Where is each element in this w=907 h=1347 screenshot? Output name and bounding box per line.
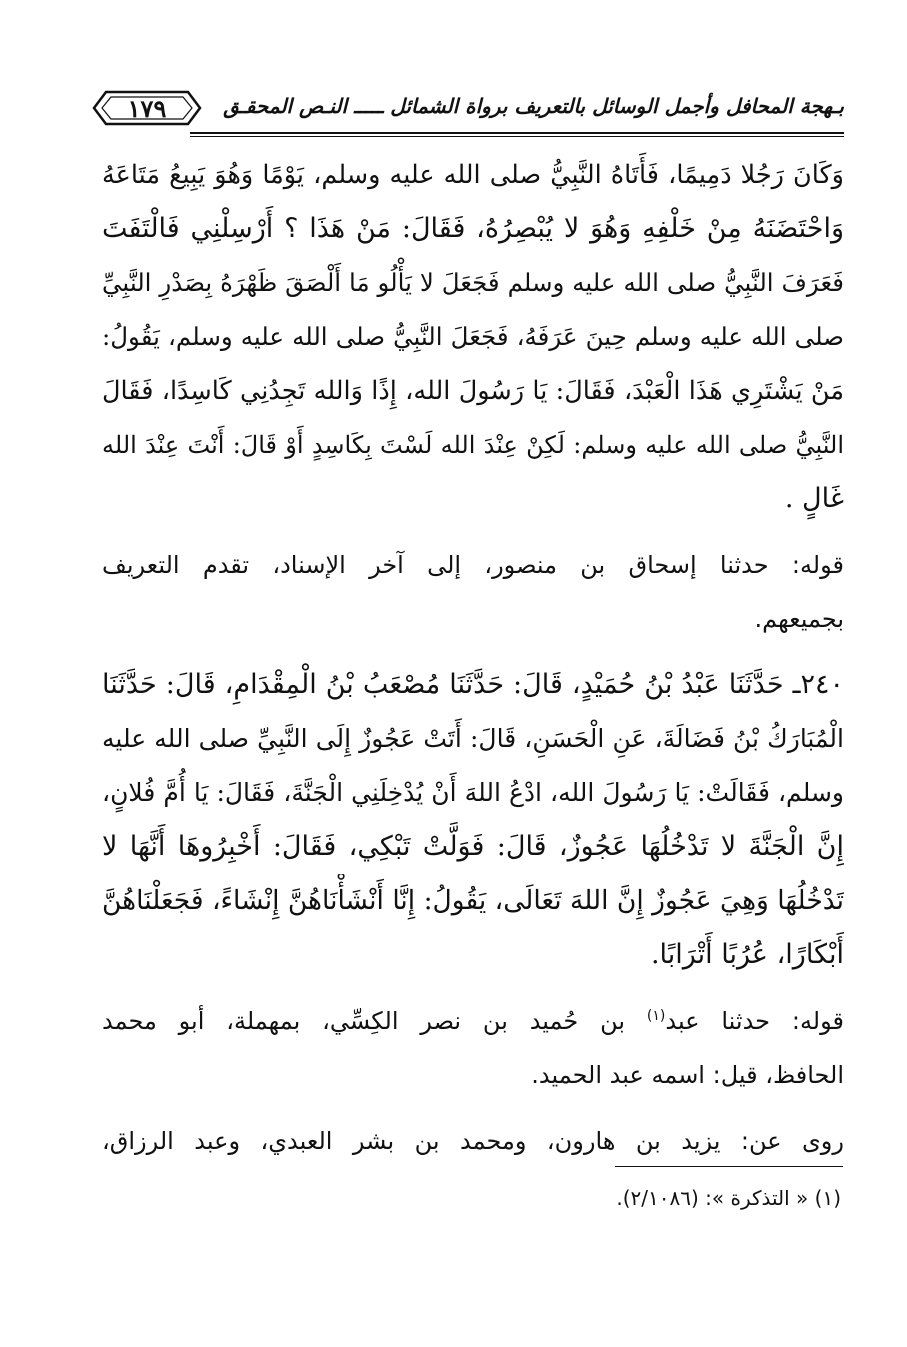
page-header	[92, 84, 844, 140]
text-line	[102, 994, 844, 1048]
commentary-lead: قوله: حدثنا عبد	[665, 1007, 844, 1035]
text-line: روى عن: يزيد بن هارون، ومحمد بن بشر العبدي، وعبد الرزاق،	[102, 1127, 844, 1155]
text-line: النَّبِيُّ صلى الله عليه وسلم: لَكِنْ عِنْدَ الله لَسْتَ بِكَاسِدٍ أَوْ قَالَ: أَنْتَ عِنْدَ الله	[102, 431, 844, 459]
header-rule	[190, 132, 844, 137]
text-line: بجميعهم.	[754, 605, 844, 633]
text-line: صلى الله عليه وسلم حِينَ عَرَفَهُ، فَجَعَلَ النَّبِيُّ صلى الله عليه وسلم، يَقُولُ:	[102, 322, 844, 351]
footnote-reference[interactable]: (١)	[646, 1008, 666, 1024]
footnote: (١) « التذكرة »: (٢/١٠٨٦).	[616, 1186, 841, 1210]
page-body	[102, 148, 844, 1168]
text-line: وَكَانَ رَجُلا دَمِيمًا، فَأَتَاهُ النَّبِيُّ صلى الله عليه وسلم، يَوْمًا وَهُوَ يَبِيعُ مَتَاعَهُ	[102, 160, 844, 190]
page-number-ornament	[92, 88, 202, 128]
text-line: تَدْخُلُهَا وَهِيَ عَجُوزٌ إِنَّ اللهَ تَعَالَى، يَقُولُ: إِنَّا أَنْشَأْنَاهُنَّ إِنْشَاءً، فَجَعَلْنَاهُنَّ	[102, 885, 844, 916]
page-number: ١٧٩	[127, 94, 167, 123]
text-line: الْمُبَارَكُ بْنُ فَضَالَةَ، عَنِ الْحَسَنِ، قَالَ: أَتَتْ عَجُوزٌ إِلَى النَّبِيِّ صلى الله عليه	[102, 724, 844, 753]
text-line: أَبْكَارًا، عُرُبًا أَتْرَابًا.	[650, 939, 844, 970]
text-line: إِنَّ الْجَنَّةَ لا تَدْخُلُهَا عَجُوزٌ، قَالَ: فَوَلَّتْ تَبْكِي، فَقَالَ: أَخْبِرُوهَا أَنَّهَا لا	[102, 831, 844, 862]
text-line: فَعَرَفَ النَّبِيُّ صلى الله عليه وسلم فَجَعَلَ لا يَأْلُو مَا أَلْصَقَ ظَهْرَهُ بِصَدْرِ النَّبِيِّ	[102, 268, 844, 297]
text-line: ٢٤٠ـ حَدَّثَنَا عَبْدُ بْنُ حُمَيْدٍ، قَالَ: حَدَّثَنَا مُصْعَبُ بْنُ الْمِقْدَامِ، قَالَ: حَدَّثَنَا	[102, 669, 844, 700]
text-line: وسلم، فَقَالَتْ: يَا رَسُولَ الله، ادْعُ اللهَ أَنْ يُدْخِلَنِي الْجَنَّةَ، فَقَالَ: يَا أُمَّ فُلانٍ،	[102, 778, 844, 807]
text-line: الحافظ، قيل: اسمه عبد الحميد.	[531, 1061, 844, 1089]
commentary-text: بن حُميد بن نصر الكِسِّي، بمهملة، أبو محمد	[102, 1007, 647, 1035]
running-title: بـهجة المحافل وأجمل الوسائل بالتعريف برواة الشمائل ـــــ النـص المحقـق	[223, 94, 844, 118]
footnote-rule	[615, 1166, 843, 1167]
text-line: قوله: حدثنا إسحاق بن منصور، إلى آخر الإسناد، تقدم التعريف	[102, 551, 844, 579]
text-line: وَاحْتَضَنَهُ مِنْ خَلْفِهِ وَهُوَ لا يُبْصِرُهُ، فَقَالَ: مَنْ هَذَا ؟ أَرْسِلْنِي فَالْتَفَتَ	[102, 213, 844, 244]
hadith-239-tail	[102, 148, 844, 526]
commentary-paragraph	[102, 538, 844, 646]
commentary-paragraph	[102, 994, 844, 1102]
commentary-paragraph	[102, 1114, 844, 1168]
text-line: مَنْ يَشْتَرِي هَذَا الْعَبْدَ، فَقَالَ: يَا رَسُولَ الله، إِذًا وَالله تَجِدُنِي كَاسِدًا، فَقَالَ	[102, 376, 844, 406]
text-line: غَالٍ .	[784, 483, 844, 514]
hadith-240	[102, 658, 844, 982]
